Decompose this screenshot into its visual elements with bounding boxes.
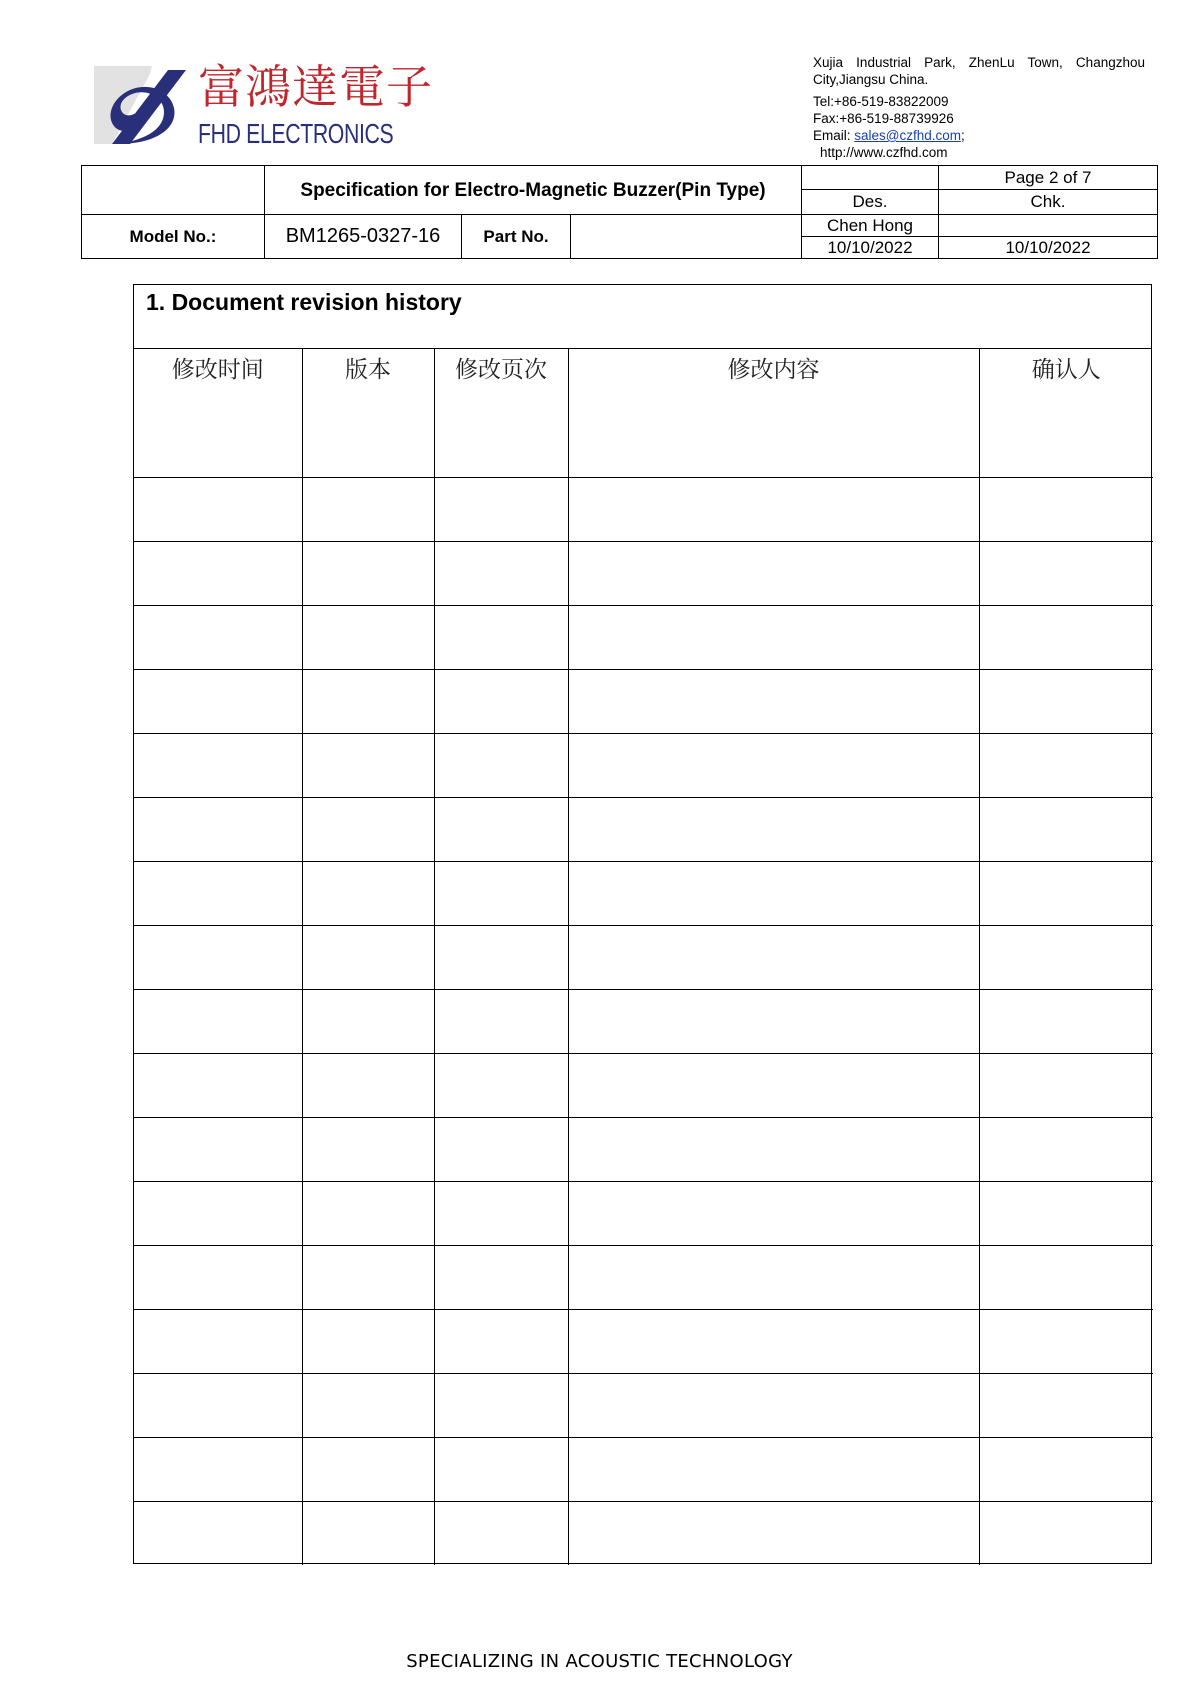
email-suffix: ; <box>961 128 965 143</box>
part-value <box>571 215 802 259</box>
table-cell <box>434 1182 568 1246</box>
table-cell <box>979 1054 1153 1118</box>
table-row <box>134 478 1153 542</box>
col-header-revised-pages: 修改页次 <box>434 349 568 414</box>
email-label: Email: <box>813 128 855 143</box>
table-cell <box>302 1438 434 1502</box>
table-cell <box>134 542 302 606</box>
table-cell <box>434 670 568 734</box>
checker-name <box>939 215 1158 237</box>
chk-label: Chk. <box>939 190 1158 215</box>
company-logo <box>90 56 433 152</box>
table-cell <box>979 1374 1153 1438</box>
table-cell <box>568 1502 979 1566</box>
table-cell <box>134 990 302 1054</box>
table-row <box>134 1438 1153 1502</box>
table-cell <box>979 1246 1153 1310</box>
table-cell <box>302 798 434 862</box>
table-cell <box>302 1118 434 1182</box>
table-cell <box>979 990 1153 1054</box>
table-cell <box>134 414 302 478</box>
table-row <box>134 670 1153 734</box>
table-cell <box>979 1118 1153 1182</box>
table-cell <box>979 1438 1153 1502</box>
company-fax: Fax:+86-519-88739926 <box>813 111 954 126</box>
table-cell <box>434 1374 568 1438</box>
designer-date: 10/10/2022 <box>802 237 939 259</box>
table-cell <box>568 1374 979 1438</box>
table-cell <box>979 798 1153 862</box>
table-cell <box>302 1310 434 1374</box>
table-cell <box>434 478 568 542</box>
table-cell <box>568 1246 979 1310</box>
table-cell <box>568 542 979 606</box>
table-cell <box>979 414 1153 478</box>
table-cell <box>134 1054 302 1118</box>
section-title: 1. Document revision history <box>134 285 1151 349</box>
table-cell <box>134 734 302 798</box>
table-row <box>134 1118 1153 1182</box>
checker-date: 10/10/2022 <box>939 237 1158 259</box>
table-row <box>134 606 1153 670</box>
table-cell <box>302 1054 434 1118</box>
table-row <box>134 542 1153 606</box>
spec-title: Specification for Electro-Magnetic Buzzer(Pin Type) <box>265 166 802 215</box>
company-email-line <box>813 127 1145 144</box>
table-cell <box>434 414 568 478</box>
table-cell <box>979 734 1153 798</box>
fhd-logo-icon <box>90 60 186 150</box>
table-cell <box>302 990 434 1054</box>
table-cell <box>302 862 434 926</box>
table-cell <box>434 1438 568 1502</box>
table-cell <box>979 478 1153 542</box>
table-cell <box>979 606 1153 670</box>
company-name-cn: 富鴻達電子 <box>198 60 433 114</box>
contact-block <box>813 54 1145 161</box>
table-cell <box>134 1310 302 1374</box>
table-cell <box>568 734 979 798</box>
table-cell <box>434 1054 568 1118</box>
table-cell <box>434 606 568 670</box>
table-cell <box>134 862 302 926</box>
table-cell <box>134 1118 302 1182</box>
company-name-en: FHD ELECTRONICS <box>198 118 394 149</box>
table-cell <box>568 1438 979 1502</box>
revision-table <box>134 349 1153 1565</box>
table-cell <box>134 1182 302 1246</box>
table-cell <box>568 1118 979 1182</box>
table-cell <box>568 862 979 926</box>
revision-header-row <box>134 349 1153 414</box>
table-cell <box>134 1438 302 1502</box>
table-cell <box>302 926 434 990</box>
table-row <box>134 926 1153 990</box>
table-cell <box>134 606 302 670</box>
footer-slogan: SPECIALIZING IN ACOUSTIC TECHNOLOGY <box>406 1651 793 1672</box>
table-cell <box>434 926 568 990</box>
designer-name: Chen Hong <box>802 215 939 237</box>
table-cell <box>302 478 434 542</box>
table-cell <box>979 1502 1153 1566</box>
table-cell <box>302 734 434 798</box>
table-cell <box>434 542 568 606</box>
table-cell <box>302 1246 434 1310</box>
model-label: Model No.: <box>82 215 265 259</box>
table-row <box>134 862 1153 926</box>
table-row <box>134 414 1153 478</box>
table-row <box>134 1310 1153 1374</box>
table-cell <box>134 926 302 990</box>
table-cell <box>434 1118 568 1182</box>
table-cell <box>134 1374 302 1438</box>
table-row <box>134 1374 1153 1438</box>
table-cell <box>434 990 568 1054</box>
table-row <box>134 1246 1153 1310</box>
table-cell <box>302 1502 434 1566</box>
email-link[interactable]: sales@czfhd.com <box>854 128 962 143</box>
table-cell <box>979 1310 1153 1374</box>
table-cell <box>134 1502 302 1566</box>
table-row <box>134 1054 1153 1118</box>
part-label: Part No. <box>462 215 571 259</box>
table-cell <box>134 1246 302 1310</box>
table-cell <box>434 1310 568 1374</box>
table-cell <box>134 798 302 862</box>
col-header-revision-content: 修改内容 <box>568 349 979 414</box>
table-cell <box>434 862 568 926</box>
table-cell <box>434 734 568 798</box>
header-blank-cell <box>82 166 265 215</box>
company-website: http://www.czfhd.com <box>820 145 948 160</box>
header-blank-cell <box>802 166 939 190</box>
table-row <box>134 798 1153 862</box>
table-cell <box>568 1310 979 1374</box>
table-cell <box>568 478 979 542</box>
table-cell <box>568 1182 979 1246</box>
table-cell <box>302 1182 434 1246</box>
company-address: Xujia Industrial Park, ZhenLu Town, Changzhou City,Jiangsu China. <box>813 55 1145 87</box>
table-cell <box>979 670 1153 734</box>
table-cell <box>434 1246 568 1310</box>
table-cell <box>979 542 1153 606</box>
table-cell <box>302 542 434 606</box>
page-number: Page 2 of 7 <box>939 166 1158 190</box>
table-cell <box>568 1054 979 1118</box>
col-header-revision-time: 修改时间 <box>134 349 302 414</box>
table-cell <box>979 1182 1153 1246</box>
model-value: BM1265-0327-16 <box>265 215 462 259</box>
revision-history-box <box>133 284 1152 1564</box>
table-cell <box>434 1502 568 1566</box>
table-cell <box>568 414 979 478</box>
table-cell <box>434 798 568 862</box>
col-header-version: 版本 <box>302 349 434 414</box>
table-cell <box>568 798 979 862</box>
table-cell <box>302 1374 434 1438</box>
table-cell <box>568 926 979 990</box>
table-cell <box>302 414 434 478</box>
table-row <box>134 734 1153 798</box>
table-row <box>134 1182 1153 1246</box>
table-cell <box>134 478 302 542</box>
spec-header-table <box>81 165 1158 259</box>
table-cell <box>568 606 979 670</box>
company-tel: Tel:+86-519-83822009 <box>813 94 949 109</box>
col-header-confirmed-by: 确认人 <box>979 349 1153 414</box>
table-cell <box>134 670 302 734</box>
table-cell <box>979 926 1153 990</box>
table-cell <box>568 990 979 1054</box>
table-row <box>134 1502 1153 1566</box>
table-row <box>134 990 1153 1054</box>
table-cell <box>302 606 434 670</box>
table-cell <box>568 670 979 734</box>
table-cell <box>979 862 1153 926</box>
des-label: Des. <box>802 190 939 215</box>
table-cell <box>302 670 434 734</box>
